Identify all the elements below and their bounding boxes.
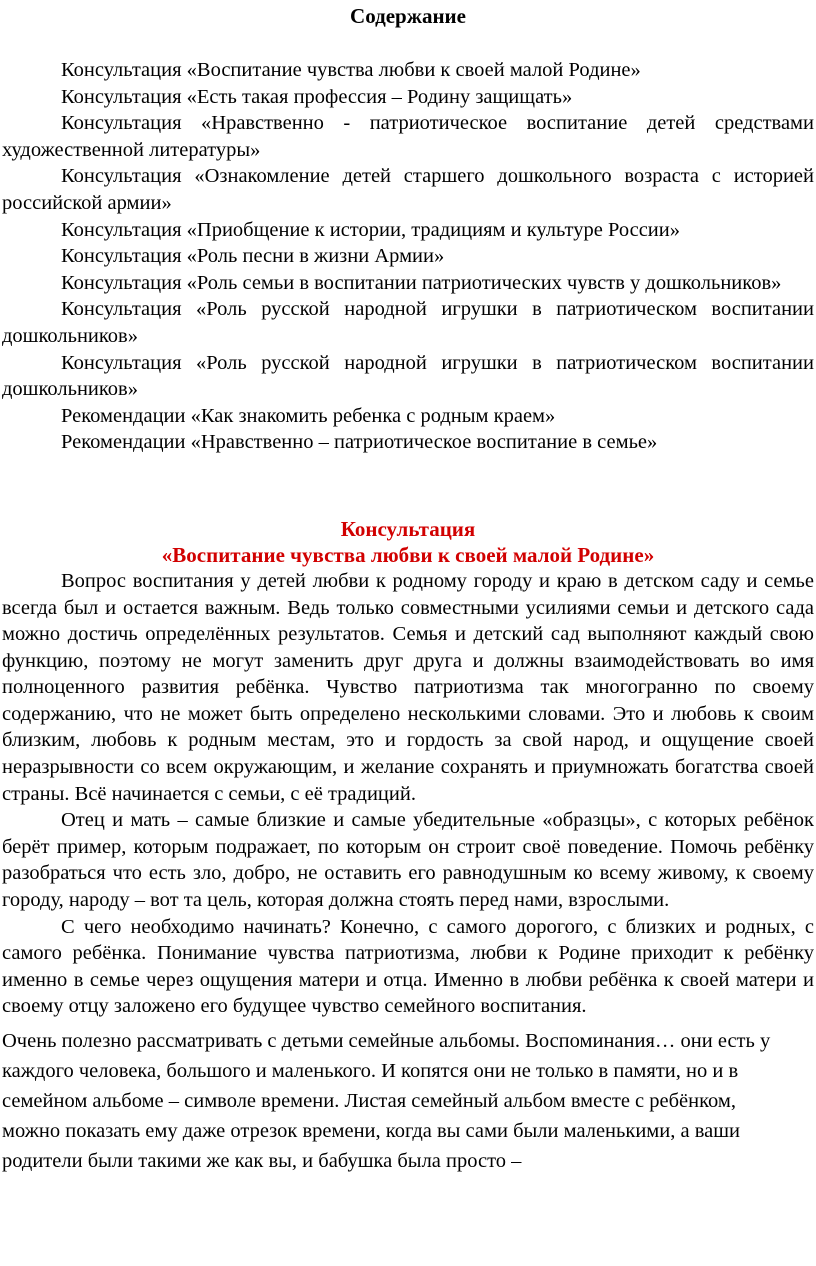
body-paragraph: Вопрос воспитания у детей любви к родному городу и краю в детском саду и семье всегда был и остается важным. Ведь только совместными усилиями семьи и детского сада можно достичь определённых результатов. Семья и детский сад выполняют каждый свою функцию, поэтому не могут заменить друг друга и должны взаимодействовать во имя полноценного развития ребёнка. Чувство патриотизма так многогранно по своему содержанию, что не может быть определено несколькими словами. Это и любовь к своим близким, любовь к родным местам, это и гордость за свой народ, и ощущение своей неразрывности со всем окружающим, и желание сохранять и приумножать богатства своей страны. Всё начинается с семьи, с её традиций. (2, 569, 814, 805)
toc-item: Консультация «Ознакомление детей старшего дошкольного возраста с историей российской армии» (2, 165, 814, 214)
toc-item: Консультация «Роль русской народной игрушки в патриотическом воспитании дошкольников» (2, 298, 814, 347)
toc-item: Рекомендации «Как знакомить ребенка с родным краем» (61, 404, 556, 427)
closing-paragraph: Очень полезно рассматривать с детьми семейные альбомы. Воспоминания… они есть у каждого человека, большого и маленького. И копятся они не только в памяти, но и в семейном альбоме – символе времени. Листая семейный альбом вместе с ребёнком, можно показать ему даже отрезок времени, когда вы сами были маленькими, а ваши родители были такими же как вы, и бабушка была просто – (2, 1030, 771, 1172)
toc-item: Консультация «Нравственно - патриотическое воспитание детей средствами художественной литературы» (2, 112, 814, 161)
toc-item: Консультация «Роль песни в жизни Армии» (61, 245, 445, 268)
toc-item: Рекомендации «Нравственно – патриотическое воспитание в семье» (61, 431, 658, 454)
toc-item: Консультация «Роль семьи в воспитании патриотических чувств у дошкольников» (61, 271, 782, 294)
toc-item: Консультация «Воспитание чувства любви к своей малой Родине» (61, 59, 641, 81)
toc-item: Консультация «Приобщение к истории, традициям и культуре России» (61, 218, 680, 241)
toc-title: Содержание (350, 4, 466, 28)
section-subheading: «Воспитание чувства любви к своей малой Родине» (161, 542, 655, 567)
toc-item: Консультация «Есть такая профессия – Родину защищать» (61, 85, 573, 108)
toc-list (2, 57, 814, 456)
section-heading: Консультация (340, 516, 476, 541)
body-paragraph: С чего необходимо начинать? Конечно, с самого дорогого, с близких и родных, с самого ребёнка. Понимание чувства патриотизма, любви к Родине приходит к ребёнку именно в семье через ощущения матери и отца. Именно в любви ребёнка к своей матери и своему отцу заложено его будущее чувство семейного воспитания. (2, 915, 814, 1018)
body-paragraph: Отец и мать – самые близкие и самые убедительные «образцы», с которых ребёнок берёт пример, которым подражает, по которым он строит своё поведение. Помочь ребёнку разобраться что есть зло, добро, не оставить его равнодушным ко всему живому, к своему городу, народу – вот та цель, которая должна стоять перед нами, взрослыми. (2, 809, 814, 912)
section-body (2, 568, 814, 1020)
toc-item: Консультация «Роль русской народной игрушки в патриотическом воспитании дошкольников» (2, 351, 814, 401)
document-page (2, 0, 814, 1176)
